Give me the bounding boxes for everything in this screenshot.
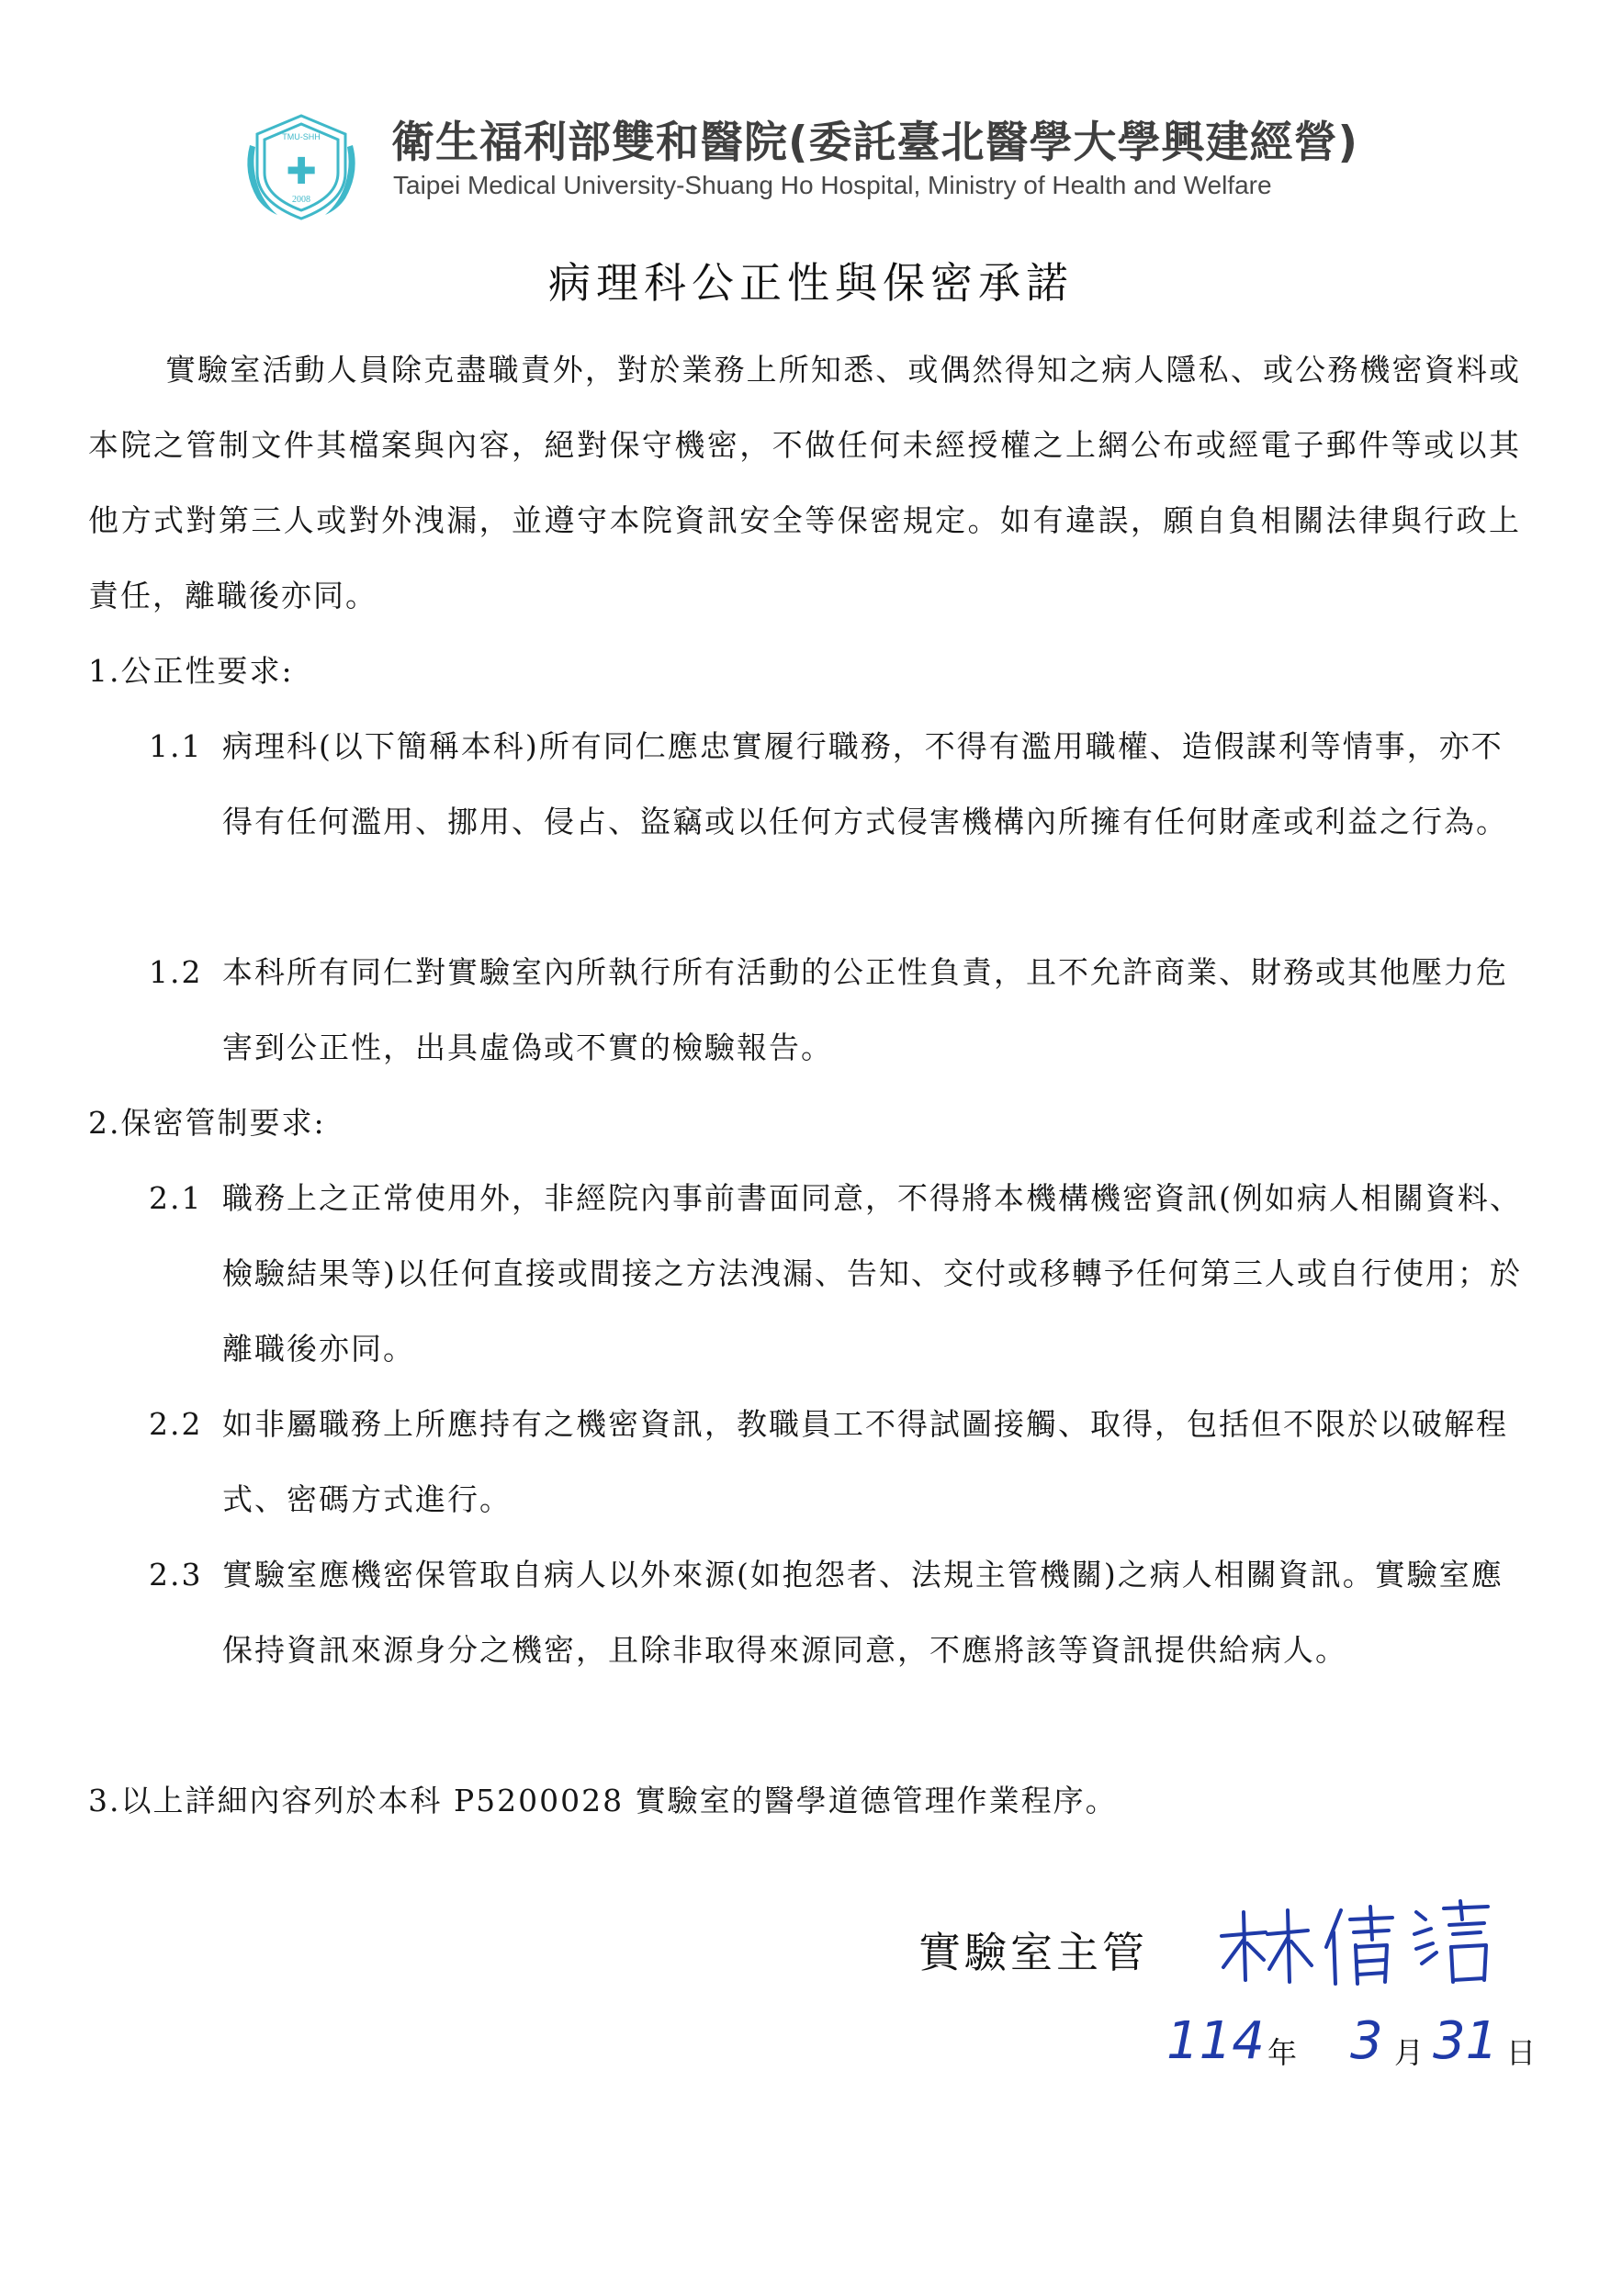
document-title: 病理科公正性與保密承諾 (548, 258, 1074, 308)
hospital-name-zh: 衛生福利部雙和醫院(委託臺北醫學大學興建經營) (391, 118, 1358, 168)
section-heading-confidentiality: 2.保密管制要求: (88, 1105, 326, 1141)
intro-paragraph: 實驗室活動人員除克盡職責外，對於業務上所知悉、或偶然得知之病人隱私、或公務機密資料或本院之管制文件其檔案與內容，絕對保守機密，不做任何未經授權之上網公布或經電子郵件等或以其他方式對第三人或對外洩漏，並遵守本院資訊安全等保密規定。如有違誤，願自負相關法律與行政上責任，離職後亦同。 (88, 352, 1521, 613)
date-day: 31 (1433, 2011, 1499, 2071)
list-item (149, 1537, 1526, 1688)
list-item (149, 709, 1526, 860)
hospital-emblem-icon (237, 99, 366, 228)
item-text: 實驗室應機密保管取自病人以外來源(如抱怨者、法規主管機關)之病人相關資訊。實驗室應保持資訊來源身分之機密，且除非取得來源同意，不應將該等資訊提供給病人。 (222, 1557, 1504, 1668)
closing-statement: 3.以上詳細內容列於本科 P5200028 實驗室的醫學道德管理作業程序。 (88, 1783, 1118, 1818)
handwritten-signature (1212, 1892, 1506, 2002)
svg-text:2008: 2008 (292, 195, 310, 205)
svg-text:TMU-SHH: TMU-SHH (282, 132, 321, 141)
item-text: 職務上之正常使用外，非經院內事前書面同意，不得將本機構機密資訊(例如病人相關資料、檢驗結果等)以任何直接或間接之方法洩漏、告知、交付或移轉予任何第三人或自行使用；於離職後亦同。 (222, 1180, 1522, 1367)
item-number: 2.2 (149, 1406, 203, 1442)
list-item (149, 1161, 1526, 1387)
item-number: 2.3 (149, 1557, 203, 1593)
item-number: 1.1 (149, 728, 203, 764)
date-month-unit: 月 (1394, 2035, 1425, 2070)
date-year: 114 (1166, 2011, 1265, 2071)
section-heading-impartiality: 1.公正性要求: (88, 653, 294, 689)
item-number: 1.2 (149, 954, 203, 990)
date-year-unit: 年 (1267, 2035, 1298, 2070)
hospital-name-en: Taipei Medical University-Shuang Ho Hospital, Ministry of Health and Welfare (393, 171, 1272, 199)
list-item (149, 935, 1526, 1086)
item-number: 2.1 (149, 1180, 203, 1216)
signature-date (1157, 2011, 1543, 2094)
signature-label: 實驗室主管 (918, 1928, 1148, 1977)
list-item (149, 1387, 1526, 1537)
item-text: 病理科(以下簡稱本科)所有同仁應忠實履行職務，不得有濫用職權、造假謀利等情事，亦不得有任何濫用、挪用、侵占、盜竊或以任何方式侵害機構內所擁有任何財產或利益之行為。 (222, 728, 1508, 839)
date-month: 3 (1350, 2011, 1383, 2071)
svg-text:✚: ✚ (286, 151, 317, 193)
item-text: 本科所有同仁對實驗室內所執行所有活動的公正性負責，且不允許商業、財務或其他壓力危害到公正性，出具虛偽或不實的檢驗報告。 (222, 954, 1508, 1065)
item-text: 如非屬職務上所應持有之機密資訊，教職員工不得試圖接觸、取得，包括但不限於以破解程式、密碼方式進行。 (222, 1406, 1508, 1517)
date-day-unit: 日 (1506, 2035, 1537, 2070)
